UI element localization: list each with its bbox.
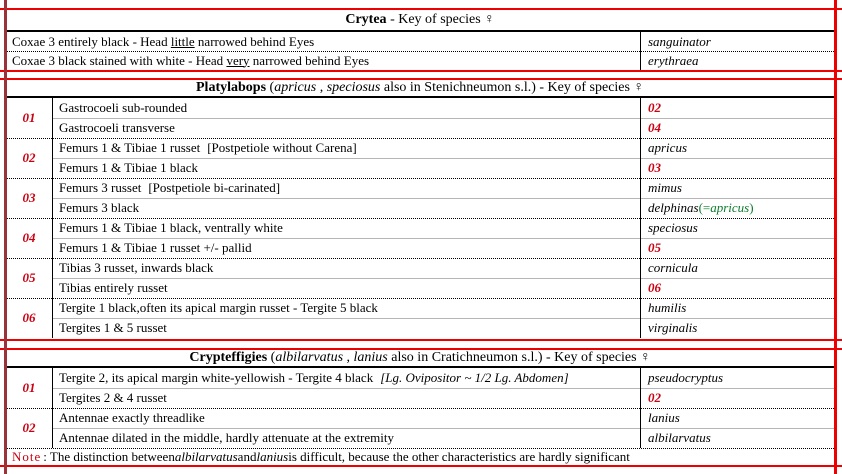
character-description: [53, 200, 640, 216]
row-text: narrowed behind Eyes: [194, 33, 315, 49]
result-cell: [640, 278, 834, 298]
couplet-number: 03: [6, 178, 53, 218]
character-description: [53, 390, 640, 406]
row-text: Femurs 1 & Tibiae 1 black, ventrally white: [59, 220, 283, 235]
character-description: [6, 53, 640, 69]
key-couplet: [6, 298, 834, 338]
key-couplet: [6, 32, 834, 51]
note-text: and: [237, 448, 257, 464]
result-cell: [640, 408, 834, 428]
couplet-number: 02: [6, 408, 53, 448]
result-cell: [640, 368, 834, 388]
section-title-crytea: [6, 10, 834, 32]
row-text: Femurs 1 & Tibiae 1 russet +/- pallid: [59, 240, 252, 255]
right-margin-rule: [834, 0, 837, 474]
key-row: [53, 408, 834, 428]
key-couplet: [6, 98, 834, 138]
key-row: [53, 318, 834, 338]
couplet-number: 01: [6, 98, 53, 138]
cross-reference-number: 02: [648, 390, 661, 405]
row-text: Tibias 3 russet, inwards black: [59, 260, 214, 275]
key-couplet: [6, 408, 834, 448]
title-species: lanius: [353, 350, 388, 365]
result-cell: [640, 258, 834, 278]
section-border-line: [0, 8, 842, 10]
key-couplet: [6, 368, 834, 408]
note-text: is difficult, because the other characteristics are hardly significant: [288, 448, 630, 464]
cross-reference-number: 02: [648, 100, 661, 115]
key-row: [53, 388, 834, 408]
title-species: albilarvatus: [275, 350, 344, 365]
cross-reference-number: 06: [648, 280, 661, 295]
section-border-line: [0, 70, 842, 72]
bracket-note: [Lg. Ovipositor ~ 1/2 Lg. Abdomen]: [380, 370, 569, 385]
genus-name: Platylabops: [196, 80, 267, 95]
result-cell: [640, 158, 834, 178]
result-cell: [640, 198, 834, 218]
title-text: ,: [343, 350, 354, 365]
species-name: lanius: [648, 410, 680, 425]
section-border-line: [0, 465, 842, 467]
row-text: Femurs 1 & Tibiae 1 russet: [59, 140, 201, 155]
key-row: [6, 32, 834, 51]
result-cell: [640, 428, 834, 448]
cross-reference-number: 04: [648, 120, 661, 135]
key-rows: [6, 98, 834, 338]
section-border-line: [0, 78, 842, 80]
genus-name: Crytea: [345, 12, 387, 27]
row-text: Gastrocoeli transverse: [59, 120, 175, 135]
underlined-word: little: [170, 33, 195, 49]
key-row: [53, 218, 834, 238]
key-rows: [6, 32, 834, 70]
character-description: [53, 280, 640, 296]
result-cell: [640, 298, 834, 318]
row-text: Femurs 1 & Tibiae 1 black: [59, 160, 199, 175]
note-row: [6, 448, 834, 465]
bracket-note: [Postpetiole bi-carinated]: [148, 180, 281, 195]
row-text: Coxae 3 entirely black - Head: [12, 33, 171, 49]
species-name: humilis: [648, 300, 687, 315]
result-cell: [640, 388, 834, 408]
species-name: erythraea: [648, 52, 699, 68]
key-row: [53, 178, 834, 198]
row-text: Tergite 2, its apical margin white-yellowish - Tergite 4 black: [59, 370, 374, 385]
row-text: Coxae 3 black stained with white - Head: [12, 52, 227, 68]
character-description: [53, 260, 640, 276]
couplet-number: 06: [6, 298, 53, 338]
couplet-number: 01: [6, 368, 53, 408]
genus-name: Crypteffigies: [189, 350, 268, 365]
title-text: ,: [316, 80, 327, 95]
couplet-number: 05: [6, 258, 53, 298]
row-text: Tibias entirely russet: [59, 280, 168, 295]
species-name: speciosus: [648, 220, 698, 235]
character-description: [53, 160, 640, 176]
synonym-species: apricus: [710, 200, 750, 215]
underlined-word: very: [226, 52, 250, 68]
row-text: Tergites 2 & 4 russet: [59, 390, 167, 405]
key-row: [53, 238, 834, 258]
row-text: Tergite 1 black,often its apical margin russet - Tergite 5 black: [59, 300, 378, 315]
key-couplet: [6, 178, 834, 218]
row-text: Antennae dilated in the middle, hardly attenuate at the extremity: [59, 430, 394, 445]
character-description: [53, 410, 640, 426]
character-description: [53, 140, 640, 156]
title-text: (: [266, 80, 275, 95]
species-name: albilarvatus: [648, 430, 711, 445]
title-text: also in Cratichneumon s.l.) - Key of species ♀: [387, 350, 651, 365]
species-name: delphinas: [648, 200, 699, 215]
key-row: [53, 98, 834, 118]
row-text: Tergites 1 & 5 russet: [59, 320, 167, 335]
left-margin-rule: [4, 0, 7, 474]
result-cell: [640, 32, 834, 51]
row-text: Femurs 3 russet: [59, 180, 142, 195]
species-name: apricus: [648, 140, 687, 155]
character-description: [53, 240, 640, 256]
key-couplet: [6, 218, 834, 258]
key-row: [53, 298, 834, 318]
result-cell: [640, 318, 834, 338]
key-row: [53, 158, 834, 178]
result-cell: [640, 138, 834, 158]
title-species: apricus: [274, 80, 317, 95]
character-description: [53, 120, 640, 136]
key-couplet: [6, 258, 834, 298]
note-label: Note: [12, 448, 42, 464]
species-name: sanguinator: [648, 33, 711, 49]
result-cell: [640, 51, 834, 70]
crypteffigies-key-table: [4, 348, 836, 467]
result-cell: [640, 238, 834, 258]
row-text: narrowed behind Eyes: [249, 52, 370, 68]
key-couplet: [6, 138, 834, 178]
cross-reference-number: 03: [648, 160, 661, 175]
row-text: Antennae exactly threadlike: [59, 410, 205, 425]
species-name: mimus: [648, 180, 682, 195]
row-text: Gastrocoeli sub-rounded: [59, 100, 188, 115]
couplet-number: 04: [6, 218, 53, 258]
cross-reference-number: 05: [648, 240, 661, 255]
key-row: [53, 198, 834, 218]
character-description: [53, 300, 640, 316]
character-description: [6, 34, 640, 50]
species-name: pseudocryptus: [648, 370, 724, 385]
note-species: lanius: [256, 448, 289, 464]
couplet-number: 02: [6, 138, 53, 178]
key-row: [53, 258, 834, 278]
synonym-text: (=: [698, 200, 711, 215]
section-title-crypteffigies: [6, 350, 834, 368]
platylabops-key-table: [4, 78, 836, 341]
crytea-key-table: [4, 8, 836, 72]
key-row: [53, 118, 834, 138]
title-text: - Key of species ♀: [386, 12, 495, 27]
title-species: speciosus: [326, 80, 381, 95]
key-row: [53, 138, 834, 158]
key-row: [53, 278, 834, 298]
key-row: [53, 368, 834, 388]
species-name: virginalis: [648, 320, 698, 335]
result-cell: [640, 218, 834, 238]
result-cell: [640, 118, 834, 138]
key-row: [6, 51, 834, 70]
result-cell: [640, 98, 834, 118]
character-description: [53, 370, 640, 386]
note-text: : The distinction between: [43, 448, 175, 464]
character-description: [53, 430, 640, 446]
species-name: cornicula: [648, 260, 698, 275]
title-text: also in Stenichneumon s.l.) - Key of species ♀: [380, 80, 644, 95]
bracket-note: [Postpetiole without Carena]: [207, 140, 357, 155]
character-description: [53, 220, 640, 236]
result-cell: [640, 178, 834, 198]
section-title-platylabops: [6, 80, 834, 98]
key-row: [53, 428, 834, 448]
key-couplet: [6, 51, 834, 70]
section-border-line: [0, 348, 842, 350]
section-border-line: [0, 339, 842, 341]
title-text: (: [267, 350, 276, 365]
character-description: [53, 100, 640, 116]
character-description: [53, 180, 640, 196]
character-description: [53, 320, 640, 336]
synonym-text: ): [749, 200, 754, 215]
row-text: Femurs 3 black: [59, 200, 140, 215]
key-rows: [6, 368, 834, 465]
note-species: albilarvatus: [174, 448, 238, 464]
